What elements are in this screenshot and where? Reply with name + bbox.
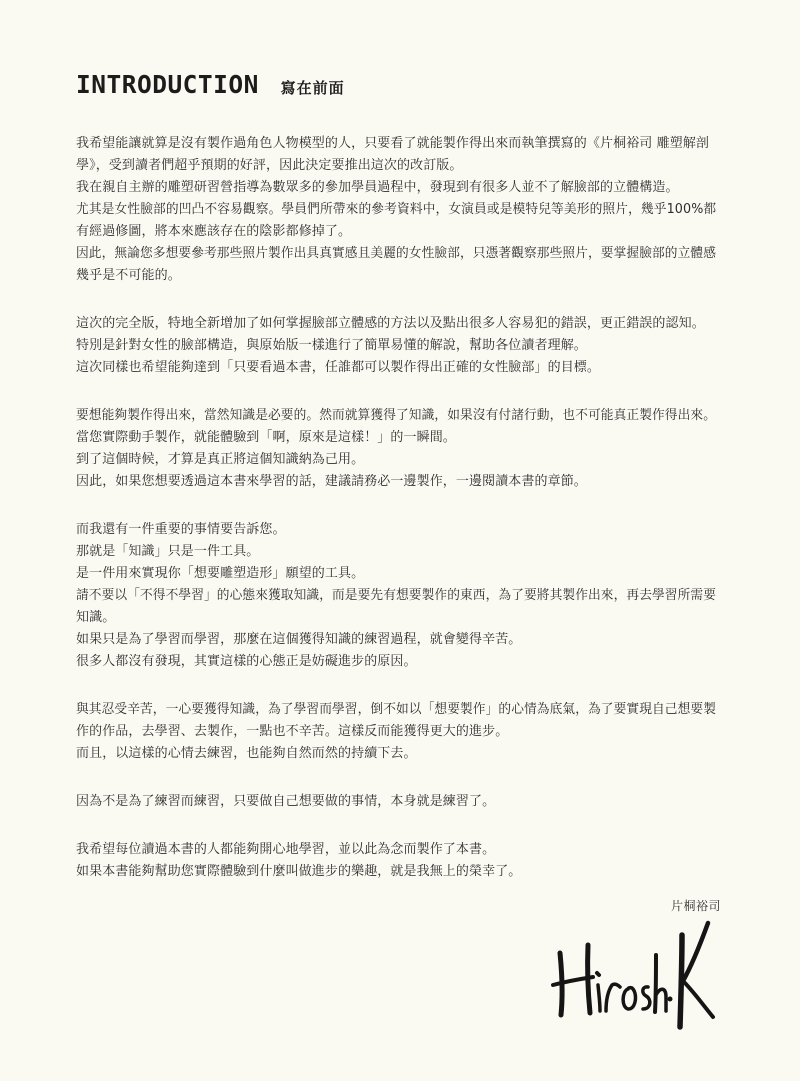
text-line: 我在親自主辦的雕塑研習營指導為數眾多的參加學員過程中，發現到有很多人並不了解臉部的立體構造。 — [76, 180, 679, 195]
text-line: 要想能夠製作得出來，當然知識是必要的。然而就算獲得了知識，如果沒有付諸行動，也不可能真正製作得出來。 — [76, 408, 717, 423]
text-line: 如果本書能夠幫助您實際體驗到什麼叫做進步的樂趣，就是我無上的榮幸了。 — [76, 864, 522, 879]
text-line: 如果只是為了學習而學習，那麼在這個獲得知識的練習過程，就會變得辛苦。 — [76, 632, 522, 647]
author-name: 片桐裕司 — [670, 899, 721, 913]
text-line: 當您實際動手製作，就能體驗到「啊，原來是這樣！」的一瞬間。 — [76, 430, 456, 445]
text-line: 尤其是女性臉部的凹凸不容易觀察。學員們所帶來的參考資料中，女演員或是模特兒等美形的照片，幾乎100%都 — [76, 202, 717, 217]
body-text — [76, 133, 716, 909]
paragraph — [76, 699, 716, 765]
text-line: 而且，以這樣的心情去練習，也能夠自然而然的持續下去。 — [76, 746, 417, 761]
text-line: 學》，受到讀者們超乎預期的好評，因此決定要推出這次的改訂版。 — [76, 158, 463, 173]
text-line: 有經過修圖，將本來應該存在的陰影都修掉了。 — [76, 224, 352, 239]
text-line: 是一件用來實現你「想要雕塑造形」願望的工具。 — [76, 566, 365, 581]
text-line: 我希望每位讀過本書的人都能夠開心地學習，並以此為念而製作了本書。 — [76, 842, 496, 857]
page-subtitle: 寫在前面 — [280, 79, 345, 97]
text-line: 這次的完全版，特地全新增加了如何掌握臉部立體感的方法以及點出很多人容易犯的錯誤，更正錯誤的認知。 — [76, 316, 705, 331]
text-line: 與其忍受辛苦，一心要獲得知識，為了學習而學習，倒不如以「想要製作」的心情為底氣，為了要實現自己想要製 — [76, 702, 717, 717]
page-title: INTRODUCTION — [76, 70, 259, 99]
text-line: 因為不是為了練習而練習，只要做自己想要做的事情，本身就是練習了。 — [76, 794, 496, 809]
text-line: 很多人都沒有發現，其實這樣的心態正是妨礙進步的原因。 — [76, 654, 417, 669]
text-line: 因此，如果您想要透過這本書來學習的話，建議請務必一邊製作，一邊閱讀本書的章節。 — [76, 474, 587, 489]
text-line: 這次同樣也希望能夠達到「只要看過本書，任誰都可以製作得出正確的女性臉部」的目標。 — [76, 360, 601, 375]
paragraph — [76, 405, 716, 493]
text-line: 因此，無論您多想要參考那些照片製作出具真實感且美麗的女性臉部，只憑著觀察那些照片，要掌握臉部的立體感 — [76, 246, 717, 261]
text-line: 請不要以「不得不學習」的心態來獲取知識，而是要先有想要製作的東西，為了要將其製作出來，再去學習所需要 — [76, 588, 717, 603]
text-line: 特別是針對女性的臉部構造，與原始版一樣進行了簡單易懂的解說，幫助各位讀者理解。 — [76, 338, 587, 353]
text-line: 知識。 — [76, 610, 116, 625]
text-line: 我希望能讓就算是沒有製作過角色人物模型的人，只要看了就能製作得出來而執筆撰寫的《片桐裕司 雕塑解剖 — [76, 136, 710, 151]
text-line: 而我還有一件重要的事情要告訴您。 — [76, 522, 286, 537]
paragraph — [76, 519, 716, 673]
text-line: 作的作品，去學習、去製作，一點也不辛苦。這樣反而能獲得更大的進步。 — [76, 724, 509, 739]
paragraph — [76, 133, 716, 287]
text-line: 那就是「知識」只是一件工具。 — [76, 544, 260, 559]
text-line: 到了這個時候，才算是真正將這個知識納為己用。 — [76, 452, 365, 467]
signature-image — [548, 915, 718, 1035]
paragraph — [76, 839, 716, 883]
paragraph — [76, 313, 716, 379]
text-line: 幾乎是不可能的。 — [76, 268, 181, 283]
paragraph — [76, 791, 716, 813]
page-header — [76, 70, 345, 99]
